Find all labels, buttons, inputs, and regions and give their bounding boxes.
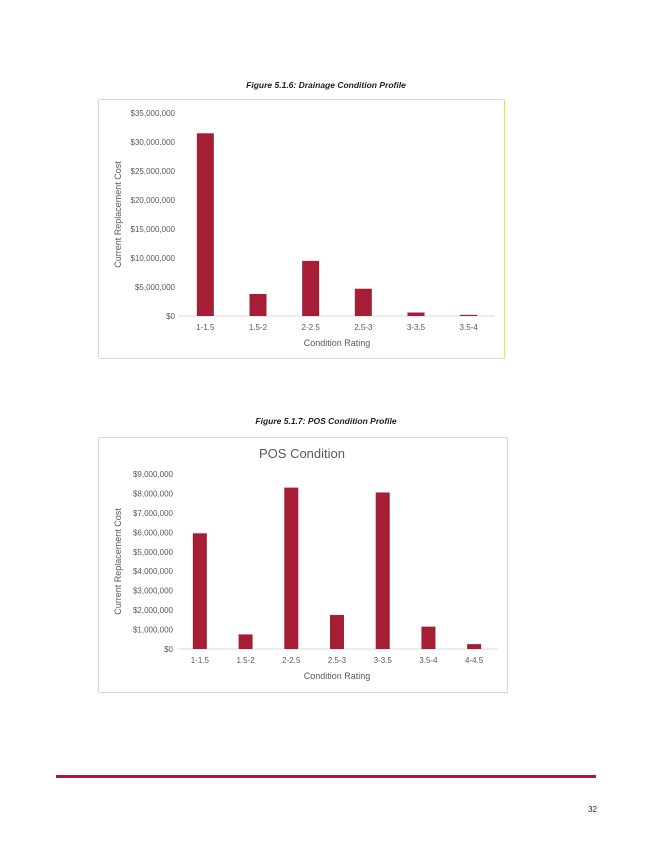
chart2-xtick-label: 1.5-2 (236, 656, 255, 665)
chart2-title: POS Condition (259, 446, 345, 461)
chart1-ytick-label: $0 (166, 312, 175, 321)
chart1-ytick-label: $35,000,000 (130, 109, 175, 118)
chart1-xtick-label: 2.5-3 (354, 323, 373, 332)
chart2-xtick-label: 2.5-3 (327, 656, 347, 665)
chart2-xtick-label: 1-1.5 (190, 656, 209, 665)
figure-caption-drainage: Figure 5.1.6: Drainage Condition Profile (246, 80, 406, 90)
chart2-ytick-label: $7,000,000 (132, 508, 173, 518)
chart1-ytick-label: $30,000,000 (130, 138, 175, 147)
chart2-ytick-label: $3,000,000 (132, 586, 173, 596)
chart1-xtick-label: 2-2.5 (301, 323, 320, 332)
chart1-bar (302, 261, 319, 316)
chart1-ytick-label: $15,000,000 (130, 225, 175, 234)
chart1-ytick-label: $10,000,000 (130, 254, 175, 263)
chart1-xtick-label: 1-1.5 (196, 323, 215, 332)
chart2-xtick-label: 2-2.5 (282, 656, 301, 665)
chart2-xtick-label: 3.5-4 (419, 656, 438, 665)
chart1-x-axis-title: Condition Rating (303, 338, 371, 348)
chart1-bar (197, 133, 214, 316)
chart1-bar (408, 313, 425, 316)
page-number: 32 (588, 805, 597, 814)
chart1-ytick-label: $20,000,000 (130, 196, 175, 205)
chart2-ytick-label: $6,000,000 (132, 528, 173, 538)
chart2-ytick-label: $0 (164, 645, 173, 654)
chart2-ytick-label: $2,000,000 (132, 606, 173, 616)
chart2-bar (467, 644, 481, 649)
chart2-xtick-label: 4-4.5 (465, 656, 484, 665)
footer-rule (56, 775, 596, 778)
chart2-ytick-label: $9,000,000 (132, 470, 173, 479)
pos-chart-svg (99, 438, 509, 694)
chart1-bar (355, 289, 372, 316)
chart2-bar (284, 488, 298, 649)
drainage-chart-svg (99, 100, 506, 360)
chart1-bar (460, 315, 477, 316)
chart2-bar (421, 627, 435, 649)
chart1-xtick-label: 3.5-4 (459, 323, 478, 332)
chart1-xtick-label: 1.5-2 (248, 323, 268, 332)
chart2-ytick-label: $8,000,000 (132, 489, 173, 499)
chart2-bar (376, 492, 390, 649)
chart2-bar (193, 533, 207, 649)
chart2-bar (330, 615, 344, 649)
chart1-ytick-label: $25,000,000 (130, 167, 175, 176)
chart1-bar (250, 294, 267, 316)
figure-caption-pos: Figure 5.1.7: POS Condition Profile (255, 416, 397, 426)
chart2-ytick-label: $5,000,000 (132, 547, 173, 557)
chart1-y-axis-title: Current Replacement Cost (113, 161, 123, 268)
chart2-y-axis-title: Current Replacement Cost (113, 508, 123, 615)
chart2-bar (239, 634, 253, 649)
chart2-xtick-label: 3-3.5 (373, 656, 392, 665)
chart1-ytick-label: $5,000,000 (134, 283, 175, 292)
chart2-ytick-label: $4,000,000 (132, 567, 173, 577)
chart2-x-axis-title: Condition Rating (303, 671, 371, 681)
pos-condition-chart (98, 437, 508, 693)
drainage-condition-chart (98, 99, 505, 359)
chart1-xtick-label: 3-3.5 (406, 323, 426, 332)
chart2-ytick-label: $1,000,000 (132, 625, 173, 635)
